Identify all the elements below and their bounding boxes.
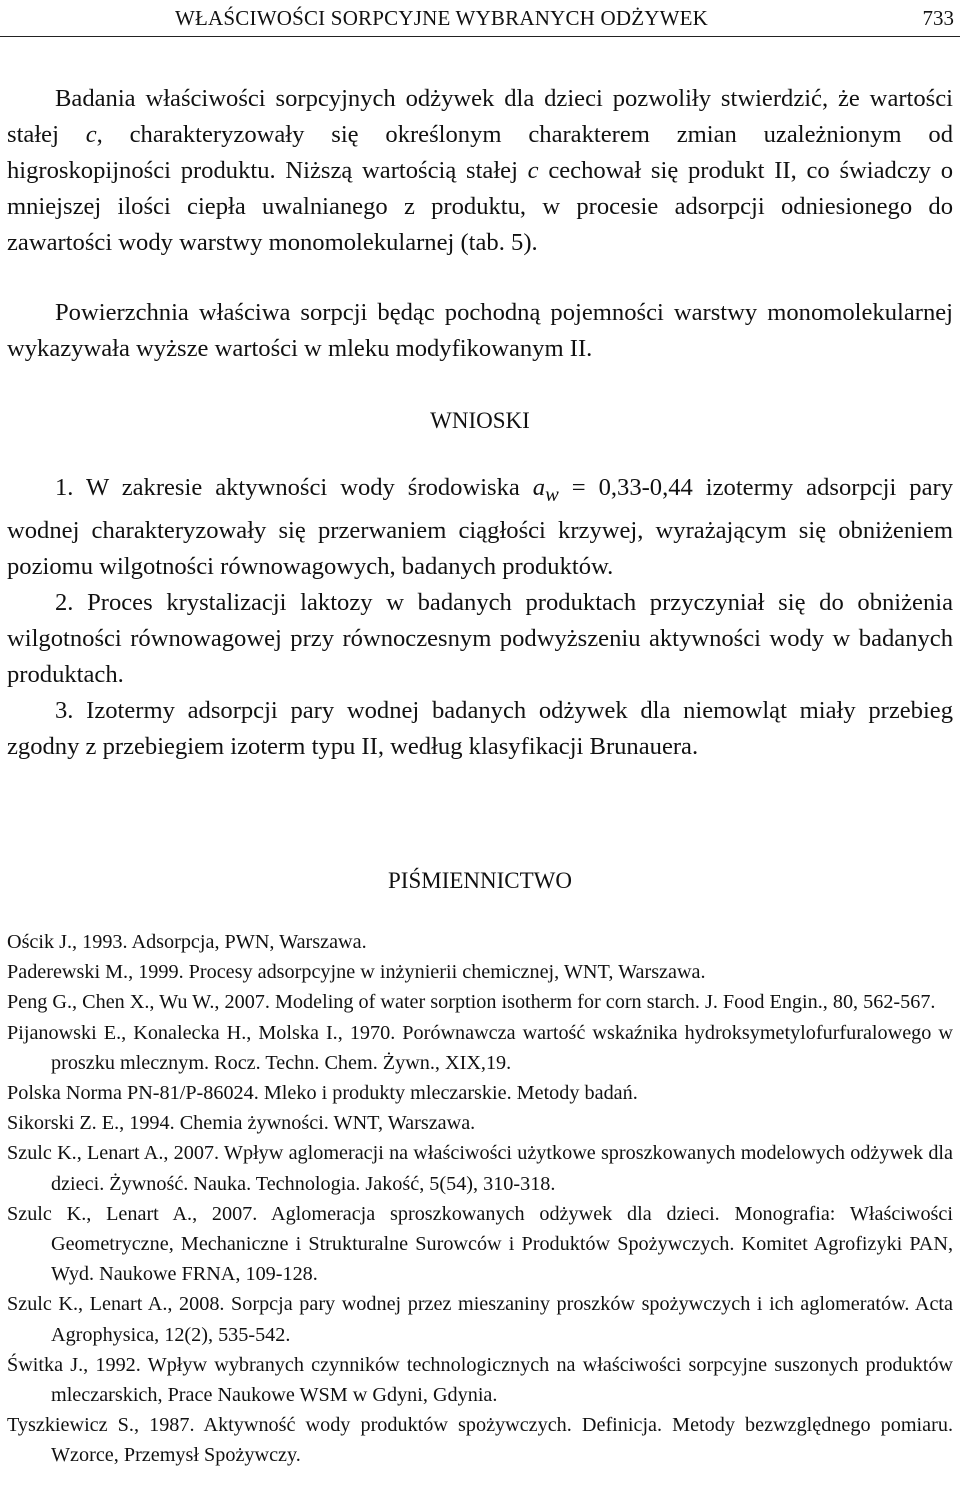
conclusions-list: [7, 470, 953, 765]
running-header: [0, 0, 960, 37]
reference-item: Pijanowski E., Konalecka H., Molska I., 1970. Porównawcza wartość wskaźnika hydroksymetylofurfuralowego w proszku mlecznym. Rocz. Techn. Chem. Żywn., XIX,19.: [7, 1021, 953, 1074]
text-run: Badania właściwości sorpcyjnych odżywek dla dzieci pozwoliły stwierdzić, że wartości stałej: [7, 85, 953, 148]
reference-item: Szulc K., Lenart A., 2008. Sorpcja pary wodnej przez mieszaniny proszków spożywczych i ich aglomeratów. Acta Agrophysica, 12(2), 535-542.: [7, 1293, 953, 1346]
reference-item: Paderewski M., 1999. Procesy adsorpcyjne w inżynierii chemicznej, WNT, Warszawa.: [7, 961, 706, 984]
reference-item: Szulc K., Lenart A., 2007. Aglomeracja sproszkowanych odżywek dla dzieci. Monografia: Właściwości Geometryczne, Mechaniczne i Strukturalne Surowców i Produktów Spożywczych. Komitet Agrofizyki PAN, Wyd. Naukowe FRNA, 109-128.: [7, 1202, 953, 1286]
conclusion-item-3: 3. Izotermy adsorpcji pary wodnej badanych odżywek dla niemowląt miały przebieg zgodny z przebiegiem izoterm typu II, według klasyfikacji Brunauera.: [7, 696, 953, 760]
text-run: 1. W zakresie aktywności wody środowiska: [55, 474, 533, 501]
reference-item: Szulc K., Lenart A., 2007. Wpływ aglomeracji na właściwości użytkowe sproszkowanych modelowych odżywek dla dzieci. Żywność. Nauka. Technologia. Jakość, 5(54), 310-318.: [7, 1142, 953, 1195]
paragraph-sorption-constant: [7, 81, 953, 261]
subscript-w: w: [545, 483, 559, 506]
results-paragraph-2: [7, 295, 953, 367]
running-title: WŁAŚCIWOŚCI SORPCYJNE WYBRANYCH ODŻYWEK: [175, 6, 709, 30]
reference-item: Świtka J., 1992. Wpływ wybranych czynników technologicznych na właściwości sorpcyjne suszonych produktów mleczarskich, Prace Naukowe WSM w Gdyni, Gdynia.: [7, 1353, 953, 1407]
variable-c: c: [527, 157, 539, 184]
reference-list: [7, 927, 953, 1471]
reference-item: Polska Norma PN-81/P-86024. Mleko i produkty mleczarskie. Metody badań.: [7, 1082, 638, 1105]
text-run: cechował się produkt II, co świadczy o mniejszej ilości ciepła uwalnianego z produktu, w procesie adsorpcji odniesionego do zawartości wody warstwy monomolekularnej (tab. 5).: [7, 157, 954, 256]
conclusion-item-1: [7, 470, 953, 585]
text-run: = 0,33-0,44 izotermy adsorpcji pary wodnej charakteryzowały się przerwaniem ciągłości krzywej, wyrażającym się obniżeniem poziomu wilgotności równowagowych, badanych produktów.: [7, 474, 953, 580]
references-heading: PIŚMIENNICTWO: [388, 868, 572, 893]
paragraph-specific-surface: Powierzchnia właściwa sorpcji będąc pochodną pojemności warstwy monomolekularnej wykazywała wyższe wartości w mleku modyfikowanym II.: [7, 299, 953, 362]
reference-item: Tyszkiewicz S., 1987. Aktywność wody produktów spożywczych. Definicja. Metody bezwzględnego pomiaru. Wzorce, Przemysł Spożywczy.: [7, 1414, 953, 1467]
variable-a: a: [532, 474, 546, 501]
variable-c: c: [85, 121, 97, 148]
reference-item: Sikorski Z. E., 1994. Chemia żywności. WNT, Warszawa.: [7, 1112, 476, 1135]
results-paragraph-1: [7, 81, 953, 261]
conclusions-heading: WNIOSKI: [430, 408, 530, 433]
reference-item: Peng G., Chen X., Wu W., 2007. Modeling of water sorption isotherm for corn starch. J. Food Engin., 80, 562-567.: [7, 991, 936, 1014]
reference-item: Ościk J., 1993. Adsorpcja, PWN, Warszawa.: [7, 931, 367, 953]
text-run: , charakteryzowały się określonym charakterem zmian uzależnionym od higroskopijności produktu. Niższą wartością stałej: [7, 121, 953, 184]
conclusion-item-2: 2. Proces krystalizacji laktozy w badanych produktach przyczyniał się do obniżenia wilgotności równowagowej przy równoczesnym podwyższeniu aktywności wody w badanych produktach.: [7, 588, 953, 688]
page-number: 733: [922, 6, 954, 30]
